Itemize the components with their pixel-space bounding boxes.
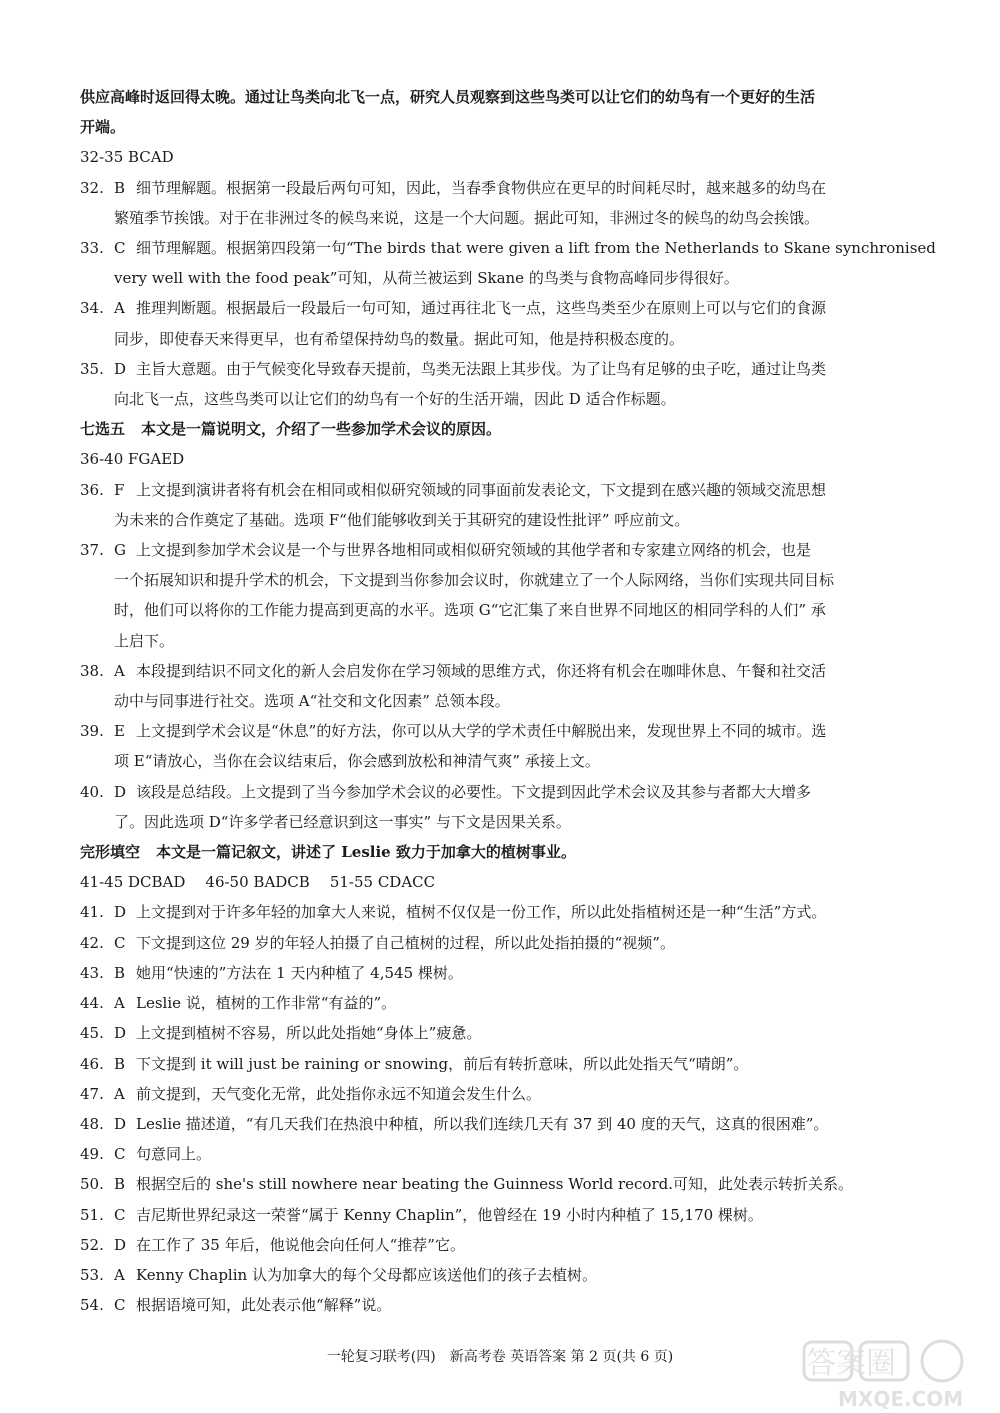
explanation-line: 细节理解题。根据第四段第一句“The birds that were given a lift from the Netherlands to Skane synchronised xyxy=(136,239,936,258)
question-item xyxy=(80,928,925,958)
question-number: 44. xyxy=(80,994,104,1013)
question-answer: B xyxy=(114,963,126,982)
explanation-line: 向北飞一点，这些鸟类可以让它们的幼鸟有一个好的生活开端，因此 D 适合作标题。 xyxy=(114,390,676,409)
section-heading xyxy=(80,414,925,444)
page-footer: 一轮复习联考(四) 新高考卷 英语答案 第 2 页(共 6 页) xyxy=(326,1349,674,1365)
explanation-line: 前文提到，天气变化无常，此处指你永远不知道会发生什么。 xyxy=(136,1084,542,1103)
explanation-line: 吉尼斯世界纪录这一荣誉“属于 Kenny Chaplin”，他曾经在 19 小时内种植了 15,170 棵树。 xyxy=(136,1205,763,1224)
explanation-line: 项 E“请放心，当你在会议结束后，你会感到放松和神清气爽” 承接上文。 xyxy=(114,752,600,771)
answer-key-line: 36-40 FGAED xyxy=(80,450,185,469)
question-answer: D xyxy=(114,1235,127,1254)
answer-group: 41-45 DCBAD xyxy=(80,873,186,892)
question-number: 40. xyxy=(80,782,104,801)
explanation-line: 句意同上。 xyxy=(136,1145,212,1164)
question-item xyxy=(80,173,925,203)
question-number: 45. xyxy=(80,1024,104,1043)
watermark-logo xyxy=(800,1338,975,1410)
explanation-line: 根据空后的 she's still nowhere near beating the Guinness World record.可知，此处表示转折关系。 xyxy=(136,1175,853,1194)
question-item xyxy=(80,535,925,565)
explanation-line: very well with the food peak”可知，从荷兰被运到 Skane 的鸟类与食物高峰同步得很好。 xyxy=(114,269,739,288)
explanation-line: Kenny Chaplin 认为加拿大的每个父母都应该送他们的孩子去植树。 xyxy=(136,1265,597,1284)
explanation-line: 动中与同事进行社交。选项 A“社交和文化因素” 总领本段。 xyxy=(114,692,510,711)
answer-key-line: 32-35 BCAD xyxy=(80,148,174,167)
question-number: 43. xyxy=(80,963,104,982)
question-number: 54. xyxy=(80,1296,104,1315)
watermark-glyph: 答案圈 xyxy=(806,1346,896,1381)
question-item xyxy=(80,1169,925,1199)
explanation-line: 该段是总结段。上文提到了当今参加学术会议的必要性。下文提到因此学术会议及其参与者都大大增多 xyxy=(136,782,812,801)
question-number: 48. xyxy=(80,1114,104,1133)
question-answer: E xyxy=(114,722,125,741)
question-number: 33. xyxy=(80,239,104,258)
question-number: 52. xyxy=(80,1235,104,1254)
explanation-line: 主旨大意题。由于气候变化导致春天提前，鸟类无法跟上其步伐。为了让鸟有足够的虫子吃，通过让鸟类 xyxy=(136,359,827,378)
explanation-line: 根据语境可知，此处表示他“解释”说。 xyxy=(136,1296,392,1315)
explanation-line: 推理判断题。根据最后一段最后一句可知，通过再往北飞一点，这些鸟类至少在原则上可以与它们的食源 xyxy=(136,299,827,318)
explanation-line: 细节理解题。根据第一段最后两句可知，因此，当春季食物供应在更早的时间耗尽时，越来越多的幼鸟在 xyxy=(136,178,827,197)
question-answer: A xyxy=(114,1265,125,1284)
question-item xyxy=(80,897,925,927)
question-number: 49. xyxy=(80,1145,104,1164)
question-number: 47. xyxy=(80,1084,104,1103)
explanation-line: 在工作了 35 年后，他说他会向任何人“推荐”它。 xyxy=(136,1235,465,1254)
question-item xyxy=(80,354,925,384)
question-answer: C xyxy=(114,1205,126,1224)
question-answer: D xyxy=(114,903,127,922)
explanation-line: 繁殖季节挨饿。对于在非洲过冬的候鸟来说，这是一个大问题。据此可知，非洲过冬的候鸟的幼鸟会挨饿。 xyxy=(114,208,820,227)
question-answer: A xyxy=(114,994,125,1013)
question-item xyxy=(80,1018,925,1048)
explanation-line: 上文提到学术会议是“休息”的好方法，你可以从大学的学术责任中解脱出来，发现世界上不同的城市。选 xyxy=(136,722,827,741)
question-answer: D xyxy=(114,782,127,801)
watermark-text: MXQE.COM xyxy=(838,1387,964,1410)
explanation-line: 下文提到这位 29 岁的年轻人拍摄了自己植树的过程，所以此处指拍摄的“视频”。 xyxy=(136,933,675,952)
question-number: 41. xyxy=(80,903,104,922)
explanation-line: 一个拓展知识和提升学术的机会，下文提到当你参加会议时，你就建立了一个人际网络，当你们实现共同目标 xyxy=(114,571,835,590)
answer-group: 51-55 CDACC xyxy=(329,873,436,892)
answer-key-line xyxy=(80,867,925,897)
question-number: 42. xyxy=(80,933,104,952)
question-item xyxy=(80,716,925,746)
question-item xyxy=(80,293,925,323)
explanation-line: 上文提到演讲者将有机会在相同或相似研究领域的同事面前发表论文，下文提到在感兴趣的领域交流思想 xyxy=(136,480,827,499)
question-answer: C xyxy=(114,1296,126,1315)
section-title: 七选五 xyxy=(80,420,126,439)
question-answer: A xyxy=(114,1084,125,1103)
question-item xyxy=(80,1260,925,1290)
question-item xyxy=(80,1200,925,1230)
question-item xyxy=(80,1230,925,1260)
explanation-line: 了。因此选项 D“许多学者已经意识到这一事实” 与下文是因果关系。 xyxy=(114,812,571,831)
question-answer: A xyxy=(114,661,125,680)
question-item xyxy=(80,958,925,988)
question-number: 34. xyxy=(80,299,104,318)
question-item xyxy=(80,1290,925,1320)
section-title: 完形填空 xyxy=(80,843,141,862)
explanation-line: 上文提到对于许多年轻的加拿大人来说，植树不仅仅是一份工作，所以此处指植树还是一种“生活”方式。 xyxy=(136,903,827,922)
question-answer: A xyxy=(114,299,125,318)
question-item xyxy=(80,656,925,686)
section-heading xyxy=(80,837,925,867)
question-number: 50. xyxy=(80,1175,104,1194)
question-answer: B xyxy=(114,1054,126,1073)
answer-group: 46-50 BADCB xyxy=(205,873,310,892)
explanation-line: 上文提到参加学术会议是一个与世界各地相同或相似研究领域的其他学者和专家建立网络的机会，也是 xyxy=(136,541,812,560)
question-item xyxy=(80,1079,925,1109)
question-answer: C xyxy=(114,1145,126,1164)
question-number: 39. xyxy=(80,722,104,741)
explanation-line: 下文提到 it will just be raining or snowing，前后有转折意味，所以此处指天气“晴朗”。 xyxy=(136,1054,749,1073)
explanation-line: 同步，即使春天来得更早，也有希望保持幼鸟的数量。据此可知，他是持积极态度的。 xyxy=(114,329,685,348)
question-number: 36. xyxy=(80,480,104,499)
question-answer: F xyxy=(114,480,125,499)
question-item xyxy=(80,988,925,1018)
question-number: 53. xyxy=(80,1265,104,1284)
section-description: 本文是一篇记叙文，讲述了 Leslie 致力于加拿大的植树事业。 xyxy=(156,843,576,862)
answer-page xyxy=(80,82,936,1320)
question-item xyxy=(80,1139,925,1169)
question-number: 35. xyxy=(80,359,104,378)
explanation-line: Leslie 描述道，“有几天我们在热浪中种植，所以我们连续几天有 37 到 40 度的天气，这真的很困难”。 xyxy=(136,1114,829,1133)
question-number: 51. xyxy=(80,1205,104,1224)
question-answer: G xyxy=(114,541,126,560)
question-answer: B xyxy=(114,178,126,197)
question-item xyxy=(80,777,925,807)
question-answer: C xyxy=(114,933,126,952)
question-answer: B xyxy=(114,1175,126,1194)
question-number: 32. xyxy=(80,178,104,197)
question-number: 46. xyxy=(80,1054,104,1073)
question-number: 38. xyxy=(80,661,104,680)
intro-line: 开端。 xyxy=(80,118,126,137)
explanation-line: 她用“快速的”方法在 1 天内种植了 4,545 棵树。 xyxy=(136,963,463,982)
question-answer: D xyxy=(114,1024,127,1043)
explanation-line: 为未来的合作奠定了基础。选项 F“他们能够收到关于其研究的建设性批评” 呼应前文。 xyxy=(114,510,690,529)
question-answer: C xyxy=(114,239,126,258)
question-answer: D xyxy=(114,359,127,378)
section-description: 本文是一篇说明文，介绍了一些参加学术会议的原因。 xyxy=(141,420,502,439)
question-item xyxy=(80,1049,925,1079)
explanation-line: 上启下。 xyxy=(114,631,175,650)
question-item xyxy=(80,233,936,263)
question-number: 37. xyxy=(80,541,104,560)
question-item xyxy=(80,475,925,505)
explanation-line: Leslie 说，植树的工作非常“有益的”。 xyxy=(136,994,397,1013)
question-item xyxy=(80,1109,925,1139)
explanation-line: 本段提到结识不同文化的新人会启发你在学习领域的思维方式，你还将有机会在咖啡休息、午餐和社交活 xyxy=(136,661,827,680)
explanation-line: 时，他们可以将你的工作能力提高到更高的水平。选项 G“它汇集了来自世界不同地区的相同学科的人们” 承 xyxy=(114,601,826,620)
explanation-line: 上文提到植树不容易，所以此处指她“身体上”疲惫。 xyxy=(136,1024,482,1043)
question-answer: D xyxy=(114,1114,127,1133)
intro-line: 供应高峰时返回得太晚。通过让鸟类向北飞一点，研究人员观察到这些鸟类可以让它们的幼鸟有一个更好的生活 xyxy=(80,88,816,106)
